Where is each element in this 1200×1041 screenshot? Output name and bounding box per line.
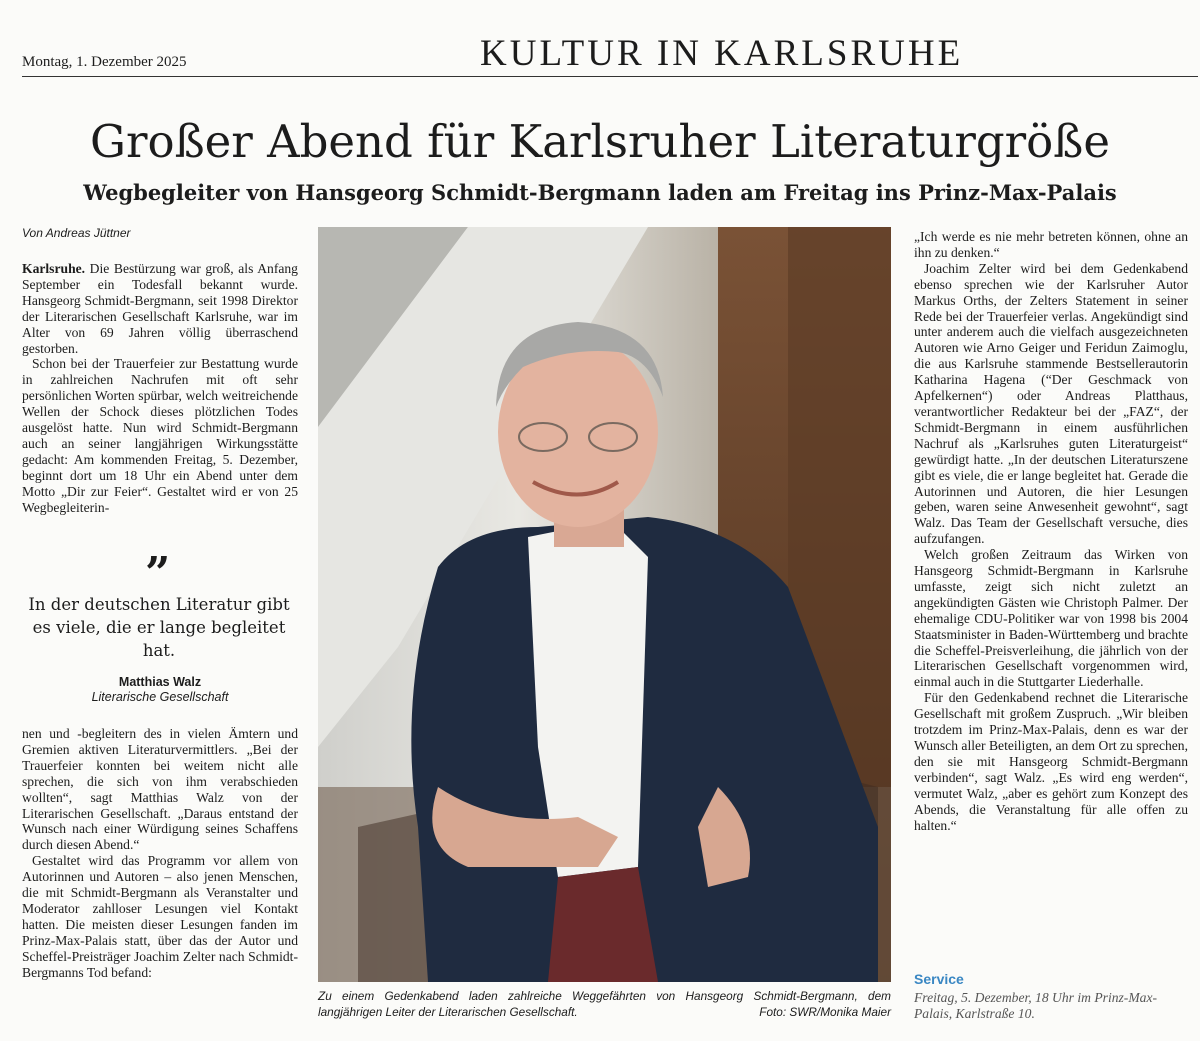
paragraph: nen und -begleitern des in vielen Ämtern und Gremien aktiven Literaturvermittlers. „Bei der Trauerfeier konnten bei weitem nicht alle sprechen, die sich von ihm verabschieden wollten“, sagt Matthias Walz von der Literarischen Gesellschaft. „Daraus entstand der Wunsch nach einer Würdigung seines Schaffens durch diesen Abend.“: [22, 726, 298, 853]
pullquote-text: In der deutschen Literatur gibt es viele, die er lange begleitet hat.: [28, 595, 290, 660]
article-column-3: [914, 229, 1188, 969]
quote-mark-icon: ”: [145, 548, 171, 599]
article-column-1-bottom: [22, 726, 298, 1026]
caption-text: Zu einem Gedenkabend laden zahlreiche Weggefährten von Hansgeorg Schmidt-Bergmann, dem langjährigen Leiter der Literarischen Gesellschaft.: [318, 989, 891, 1019]
paragraph: Joachim Zelter wird bei dem Gedenkabend ebenso sprechen wie der Karlsruher Autor Markus Orths, der Zelters Statement in seiner Rede bei der Trauerfeier verlas. Angekündigt sind unter anderem auch die vielfach ausgezeichneten Autoren wie Arno Geiger und Feridun Zaimoglu, die aus Karlsruhe stammende Bestsellerautorin Katharina Hagena (“Der Geschmack von Apfelkernen“) oder Andreas Platthaus, verantwortlicher Redakteur bei der „FAZ“, der Schmidt-Bergmann in einem ausführlichen Nachruf als „Karlsruhes guten Literaturgeist“ gewürdigt hatte. „In der deutschen Literaturszene gibt es viele, die er lange begleitet hat. Gerade die Autorinnen und Autoren, die hier Lesungen geben, waren seine Anwesenheit gewohnt“, sagt Walz. Das Team der Gesellschaft versuche, dies aufzufangen.: [914, 260, 1188, 547]
portrait-illustration: [318, 227, 891, 982]
pullquote-org: Literarische Gesellschaft: [91, 690, 229, 704]
paragraph: Schon bei der Trauerfeier zur Bestattung wurde in zahlreichen Nachrufen mit oft sehr persönlichen Worten spürbar, welch weitreichende Wellen der Schock dieses plötzlichen Todes ausgelöst hatte. Nun wird Schmidt-Bergmann auch an seiner langjährigen Wirkungsstätte gedacht: Am kommenden Freitag, 5. Dezember, beginnt dort um 18 Uhr ein Abend unter dem Motto „Dir zur Feier“. Gestaltet wird er von 25 Wegbegleiterin-: [22, 356, 298, 515]
service-heading: Service: [914, 971, 964, 987]
paragraph: Für den Gedenkabend rechnet die Literarische Gesellschaft mit großem Zuspruch. „Wir bleiben trotzdem im Prinz-Max-Palais, denn es war der Wunsch aller Beteiligten, an dem Ort zu sprechen, den sie mit Hansgeorg Schmidt-Bergmann verbinden“, sagt Walz. „Es wird eng werden“, vermutet Walz, „aber es gehört zum Konzept des Abends, die Veranstaltung für alle offen zu halten.“: [914, 690, 1188, 833]
headline: Großer Abend für Karlsruher Literaturgröße: [90, 115, 1110, 168]
section-title: KULTUR IN KARLSRUHE: [480, 33, 964, 74]
paragraph-text: Die Bestürzung war groß, als Anfang September ein Todesfall bekannt wurde. Hansgeorg Schmidt-Bergmann, seit 1998 Direktor der Literarischen Gesellschaft Karlsruhe, war im Alter von 69 Jahren völlig überraschend gestorben.: [22, 261, 298, 356]
paragraph: „Ich werde es nie mehr betreten können, ohne an ihn zu denken.“: [914, 229, 1188, 260]
photo-caption: [318, 989, 891, 1020]
paragraph: [22, 261, 298, 356]
subheadline: Wegbegleiter von Hansgeorg Schmidt-Bergmann laden am Freitag ins Prinz-Max-Palais: [83, 180, 1117, 205]
article-photo: [318, 227, 891, 982]
author-byline: Von Andreas Jüttner: [22, 226, 131, 240]
dateline: Karlsruhe.: [22, 261, 86, 276]
issue-date: Montag, 1. Dezember 2025: [22, 54, 187, 70]
paragraph: Gestaltet wird das Programm vor allem von Autorinnen und Autoren – also jenen Menschen, die mit Schmidt-Bergmann als Veranstalter und Moderator zahlloser Lesungen viel Kontakt hatten. Die meisten dieser Lesungen fanden im Prinz-Max-Palais statt, über das der Autor und Scheffel-Preisträger Joachim Zelter nach Schmidt-Bergmanns Tod befand:: [22, 853, 298, 980]
article-column-1-top: [22, 261, 298, 546]
photo-credit: Foto: SWR/Monika Maier: [759, 1004, 891, 1019]
service-text: Freitag, 5. Dezember, 18 Uhr im Prinz-Max-Palais, Karlstraße 10.: [914, 990, 1158, 1021]
paragraph: Welch großen Zeitraum das Wirken von Hansgeorg Schmidt-Bergmann in Karlsruhe umfasste, zeigt sich nicht zuletzt an angekündigten Gästen wie Christoph Palmer. Der ehemalige CDU-Politiker war von 1998 bis 2004 Staatsminister in Baden-Württemberg und brachte die Scheffel-Preisverleihung, die jährlich von der Literarischen Gesellschaft vorgenommen wird, einmal auch in die Stuttgarter Liederhalle.: [914, 547, 1188, 690]
header-rule: [22, 76, 1198, 77]
pullquote-name: Matthias Walz: [118, 675, 202, 689]
